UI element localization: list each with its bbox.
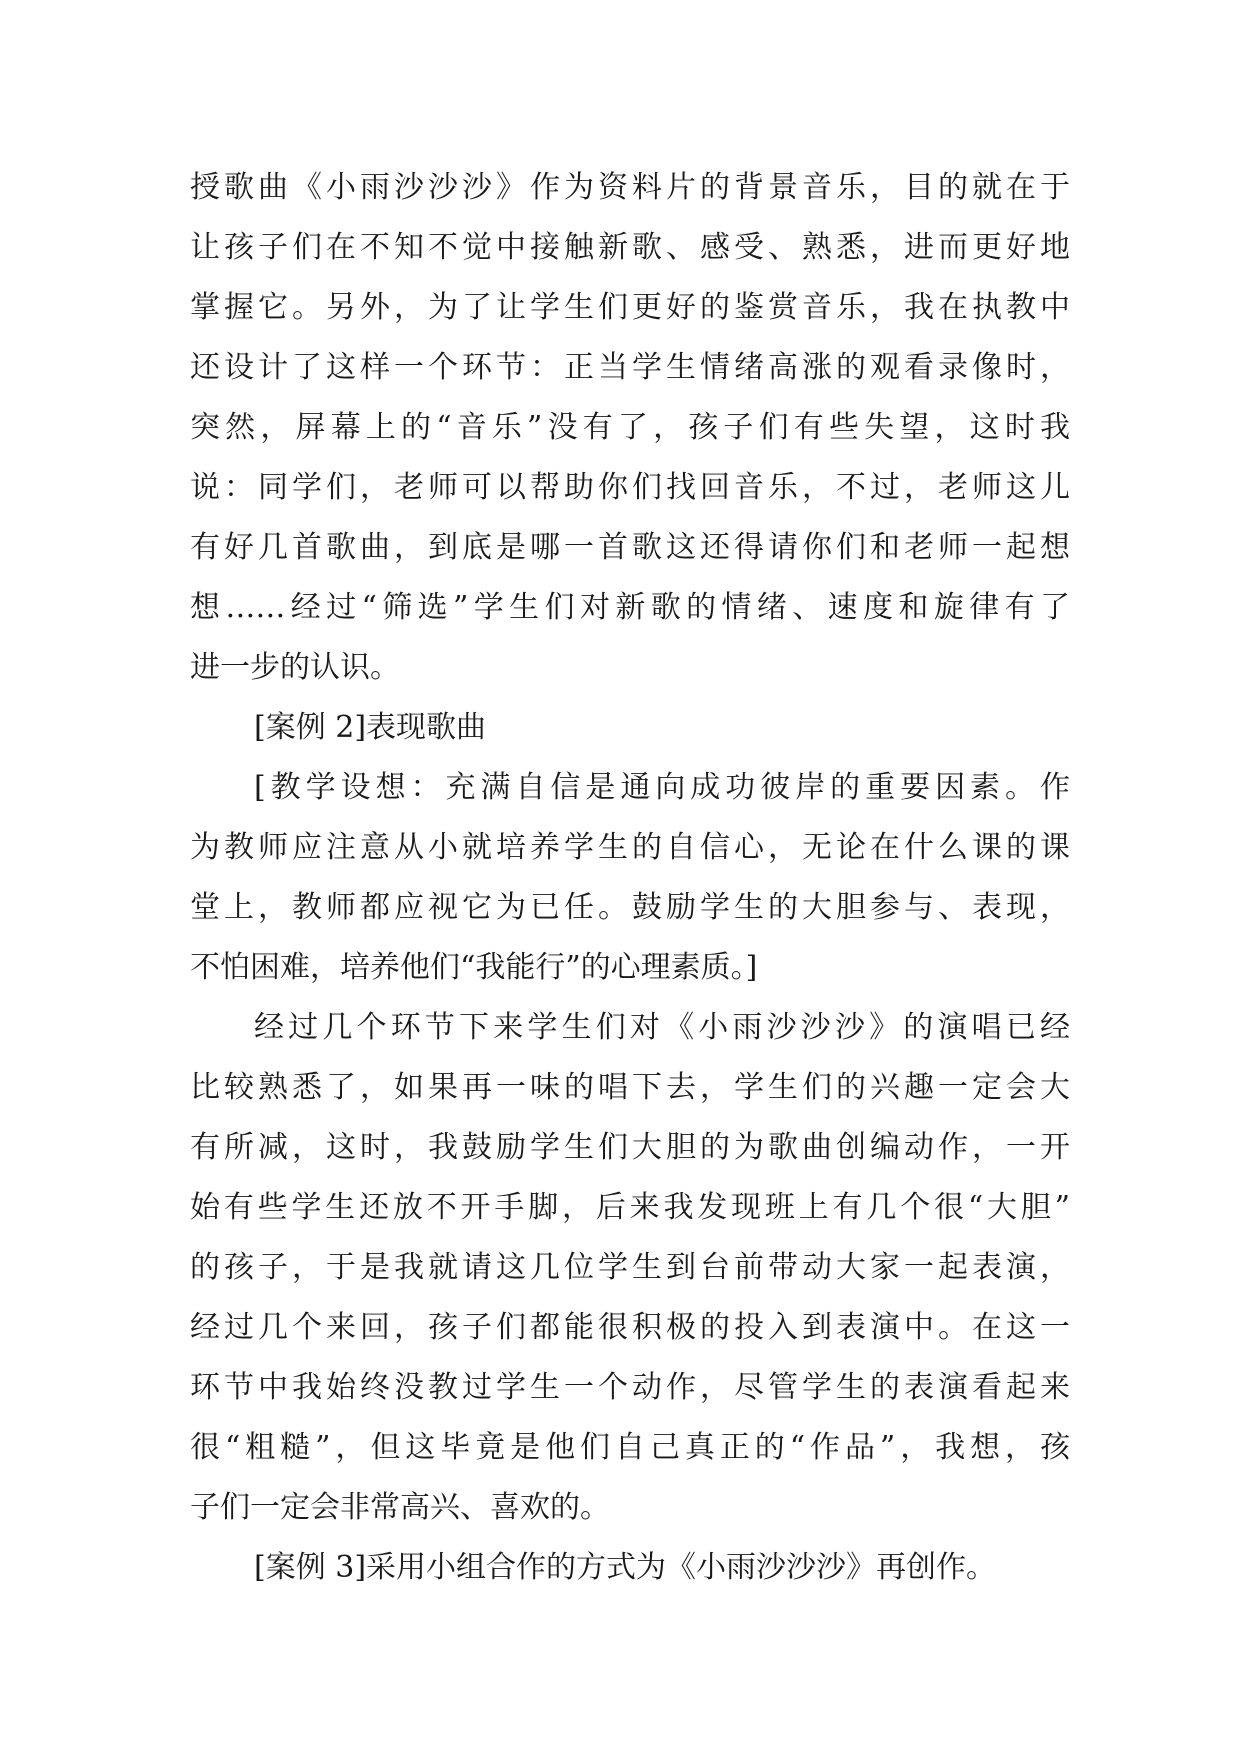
paragraph-line: 说：同学们，老师可以帮助你们找回音乐，不过，老师这儿 [190, 470, 1070, 505]
paragraph-line: 经过几个来回，孩子们都能很积极的投入到表演中。在这一 [190, 1310, 1070, 1345]
paragraph-line: 的孩子，于是我就请这几位学生到台前带动大家一起表演， [190, 1250, 1070, 1285]
paragraph-line: 让孩子们在不知不觉中接触新歌、感受、熟悉，进而更好地 [190, 230, 1070, 265]
paragraph-line: 还设计了这样一个环节：正当学生情绪高涨的观看录像时， [190, 350, 1070, 385]
paragraph-line: 始有些学生还放不开手脚，后来我发现班上有几个很“大胆” [190, 1190, 1070, 1225]
paragraph-line: 子们一定会非常高兴、喜欢的。 [190, 1490, 610, 1525]
paragraph-line: 经过几个环节下来学生们对《小雨沙沙沙》的演唱已经 [254, 1010, 1070, 1045]
teaching-idea-line: 为教师应注意从小就培养学生的自信心，无论在什么课的课 [190, 830, 1070, 865]
paragraph-line: 掌握它。另外，为了让学生们更好的鉴赏音乐，我在执教中 [190, 290, 1070, 325]
paragraph-line: 很“粗糙”，但这毕竟是他们自己真正的“作品”，我想，孩 [190, 1430, 1070, 1465]
case-heading: [案例 2]表现歌曲 [254, 710, 487, 745]
paragraph-line: 比较熟悉了，如果再一味的唱下去，学生们的兴趣一定会大 [190, 1070, 1070, 1105]
teaching-idea-line: 不怕困难，培养他们“我能行”的心理素质。] [190, 950, 758, 985]
teaching-idea-line: [教学设想：充满自信是通向成功彼岸的重要因素。作 [254, 770, 1070, 805]
teaching-idea-line: 堂上，教师都应视它为已任。鼓励学生的大胆参与、表现， [190, 890, 1070, 925]
document-body [190, 158, 1070, 1598]
paragraph-line: 授歌曲《小雨沙沙沙》作为资料片的背景音乐，目的就在于 [190, 170, 1070, 205]
paragraph-line: 有所减，这时，我鼓励学生们大胆的为歌曲创编动作，一开 [190, 1130, 1070, 1165]
case-heading: [案例 3]采用小组合作的方式为《小雨沙沙沙》再创作。 [254, 1550, 997, 1585]
paragraph-line: 突然，屏幕上的“音乐”没有了，孩子们有些失望，这时我 [190, 410, 1070, 445]
paragraph-line: 想……经过“筛选”学生们对新歌的情绪、速度和旋律有了 [190, 590, 1070, 625]
paragraph-line: 有好几首歌曲，到底是哪一首歌这还得请你们和老师一起想 [190, 530, 1070, 565]
paragraph-line: 进一步的认识。 [190, 650, 400, 685]
paragraph-line: 环节中我始终没教过学生一个动作，尽管学生的表演看起来 [190, 1370, 1070, 1405]
